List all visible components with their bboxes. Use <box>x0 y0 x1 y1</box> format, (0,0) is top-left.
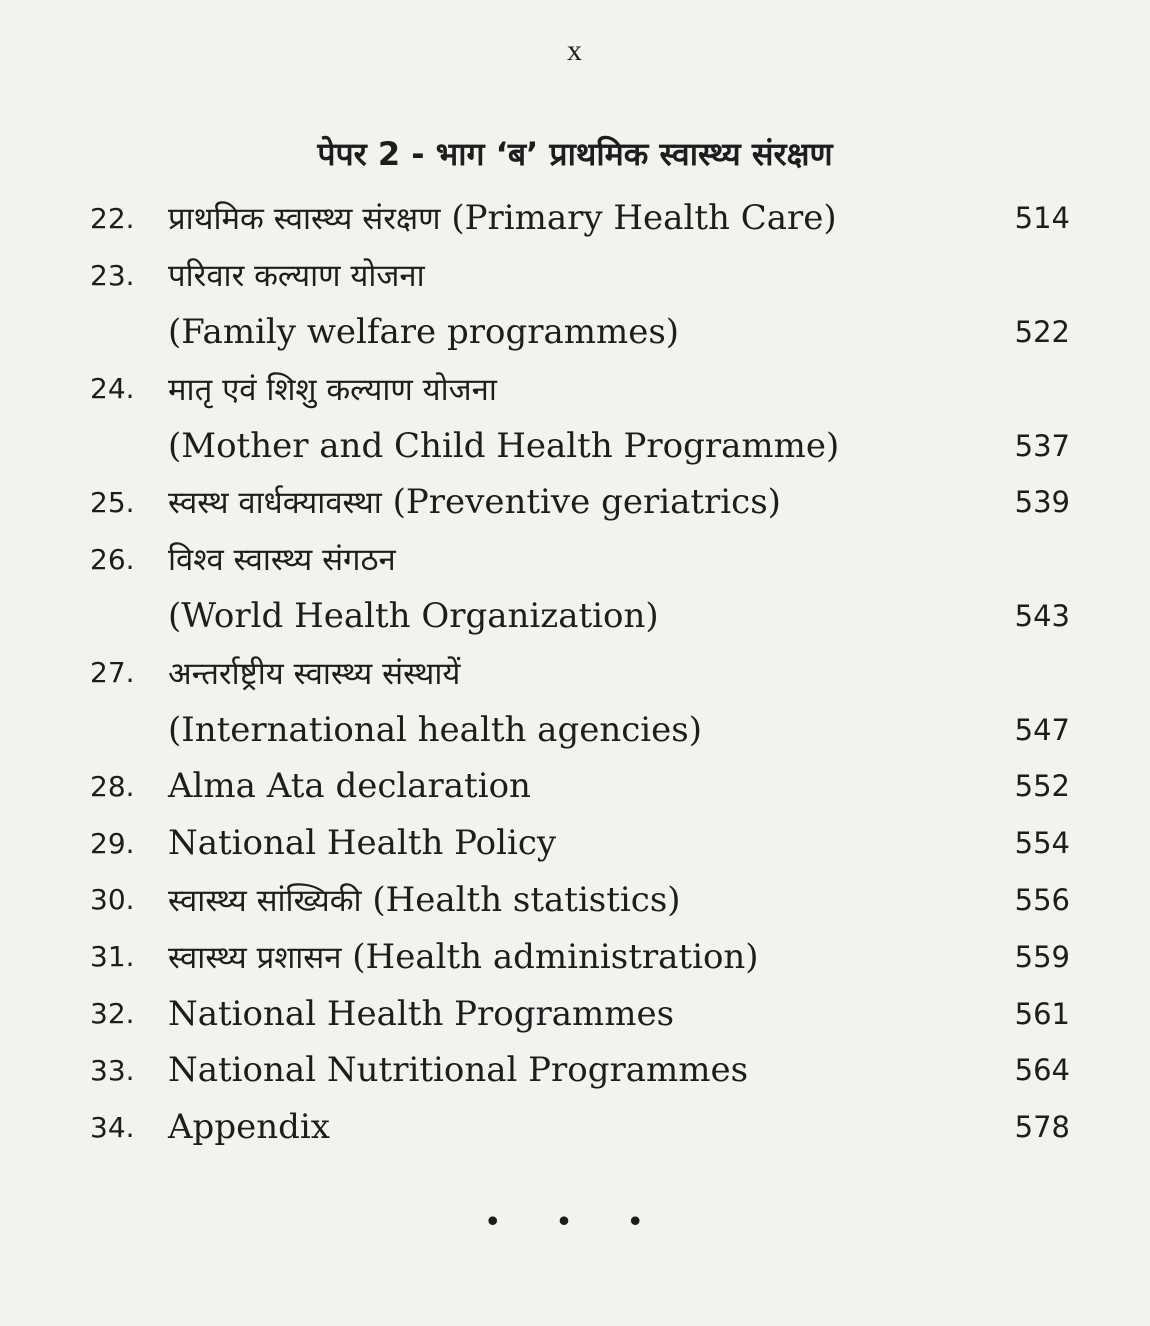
entry-page: 554 <box>1014 826 1070 861</box>
entry-number: 22. <box>90 201 135 235</box>
entry-title-english: (Primary Health Care) <box>451 198 837 239</box>
entry-title <box>168 481 980 523</box>
entry-title-english: (International health agencies) <box>168 709 702 750</box>
entry-title <box>168 879 980 921</box>
entry-title <box>168 254 980 296</box>
entry-page: 559 <box>1014 939 1070 974</box>
entry-number: 29. <box>90 826 135 860</box>
entry-title-hindi: मातृ एवं शिशु कल्याण योजना <box>168 371 497 408</box>
toc-entry-24-continued <box>90 417 1070 474</box>
entry-title-english: (Health statistics) <box>372 879 681 920</box>
toc-entry-27 <box>90 644 1070 701</box>
toc-entry-26-continued <box>90 588 1070 645</box>
entry-number: 32. <box>90 997 135 1031</box>
entry-title-english: (Mother and Child Health Programme) <box>168 425 840 466</box>
entry-number: 24. <box>90 372 135 406</box>
entry-page: 547 <box>1014 712 1070 747</box>
entry-number: 23. <box>90 258 135 292</box>
entry-page: 561 <box>1014 996 1070 1031</box>
entry-title-hindi: विश्व स्वास्थ्य संगठन <box>168 542 396 579</box>
toc-entry-23 <box>90 247 1070 304</box>
entry-title-english: Alma Ata declaration <box>168 766 531 807</box>
entry-number: 34. <box>90 1110 135 1144</box>
entry-title-hindi: स्वास्थ्य सांख्यिकी <box>168 882 362 919</box>
entry-number: 27. <box>90 656 135 690</box>
entry-title <box>168 197 980 239</box>
entry-title-english: National Health Policy <box>168 823 557 864</box>
entry-title-hindi: प्राथमिक स्वास्थ्य संरक्षण <box>168 201 441 238</box>
entry-title <box>168 936 980 978</box>
entry-title-english: (World Health Organization) <box>168 595 659 636</box>
toc-entry-28 <box>90 758 1070 815</box>
page-number: x <box>567 34 583 67</box>
entry-page: 543 <box>1014 598 1070 633</box>
toc-entry-34 <box>90 1099 1070 1156</box>
entry-title-english: (Health administration) <box>352 936 759 977</box>
toc-entry-24 <box>90 360 1070 417</box>
entry-page: 522 <box>1014 314 1070 349</box>
entry-title-hindi: स्वस्थ वार्धक्यावस्था <box>168 485 382 522</box>
toc-entry-25 <box>90 474 1070 531</box>
entry-title-hindi: स्वास्थ्य प्रशासन <box>168 939 342 976</box>
entry-title-hindi: परिवार कल्याण योजना <box>168 258 425 295</box>
entry-title-english: (Family welfare programmes) <box>168 311 680 352</box>
entry-page: 578 <box>1014 1110 1070 1145</box>
toc-entry-32 <box>90 985 1070 1042</box>
entry-title-english: National Health Programmes <box>168 993 675 1034</box>
toc-entry-31 <box>90 928 1070 985</box>
entry-number: 25. <box>90 485 135 519</box>
entry-number: 28. <box>90 769 135 803</box>
toc-entry-23-continued <box>90 304 1070 361</box>
entry-page: 564 <box>1014 1053 1070 1088</box>
entry-page: 552 <box>1014 769 1070 804</box>
entry-page: 537 <box>1014 428 1070 463</box>
toc-entry-29 <box>90 815 1070 872</box>
section-heading: पेपर 2 - भाग ‘ब’ प्राथमिक स्वास्थ्य संरक्षण <box>317 135 833 173</box>
toc-entry-22 <box>90 190 1070 247</box>
toc-entry-27-continued <box>90 701 1070 758</box>
entry-title <box>168 538 980 580</box>
entry-title <box>168 368 980 410</box>
entry-number: 26. <box>90 542 135 576</box>
entry-title-english: (Preventive geriatrics) <box>392 482 781 523</box>
table-of-contents <box>90 190 1070 1156</box>
toc-entry-26 <box>90 531 1070 588</box>
entry-page: 556 <box>1014 882 1070 917</box>
entry-number: 33. <box>90 1053 135 1087</box>
entry-page: 539 <box>1014 485 1070 520</box>
entry-title-hindi: अन्तर्राष्ट्रीय स्वास्थ्य संस्थायें <box>168 655 461 692</box>
entry-title-english: Appendix <box>168 1107 330 1148</box>
entry-number: 31. <box>90 940 135 974</box>
entry-number: 30. <box>90 883 135 917</box>
end-ornament: • • • <box>483 1205 667 1240</box>
entry-title-english: National Nutritional Programmes <box>168 1050 749 1091</box>
entry-page: 514 <box>1014 201 1070 236</box>
toc-entry-33 <box>90 1042 1070 1099</box>
entry-title <box>168 652 980 694</box>
toc-entry-30 <box>90 872 1070 929</box>
